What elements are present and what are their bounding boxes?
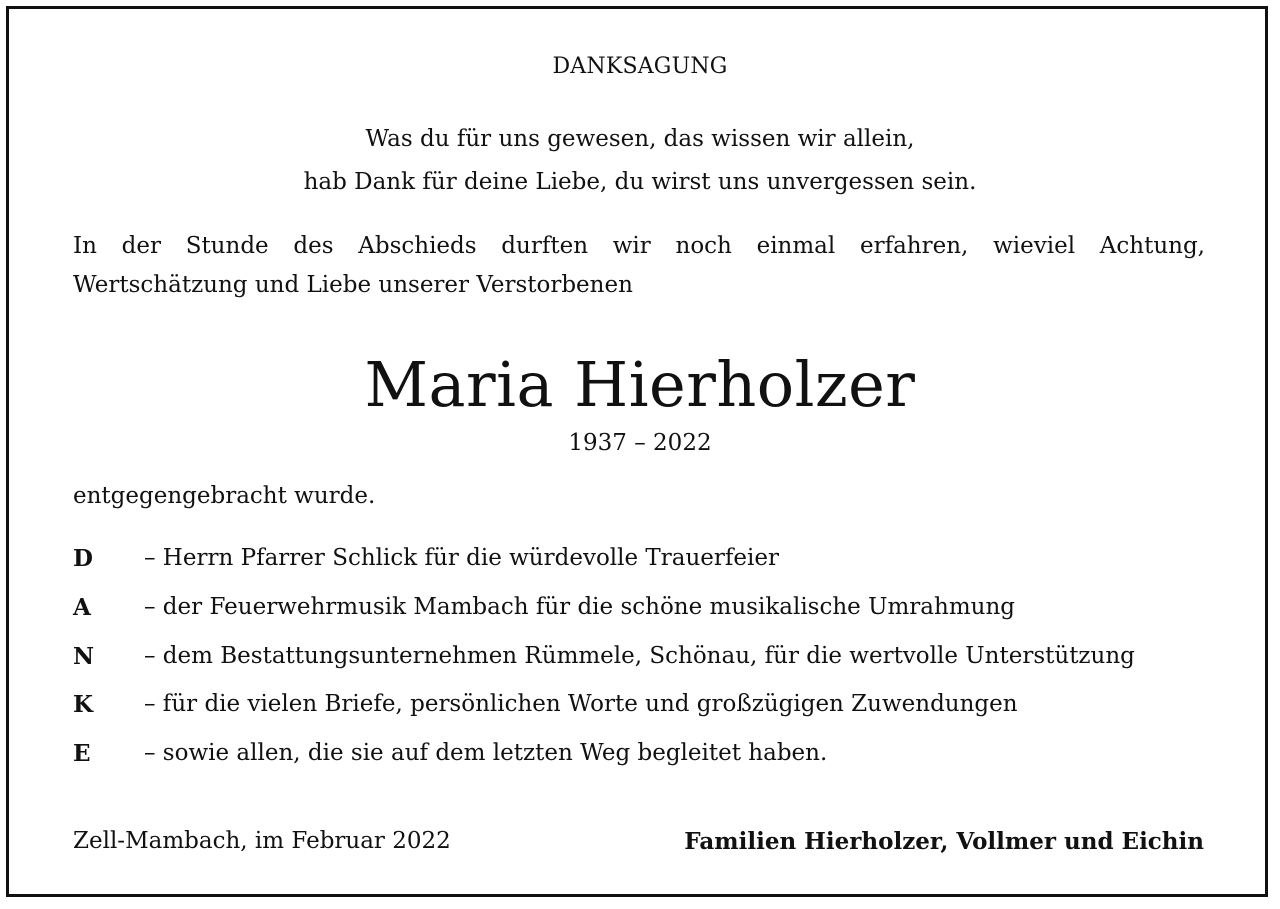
deceased-name: Maria Hierholzer [364,348,916,421]
acrostic-letter: A [73,594,91,621]
acrostic-letter: E [73,740,91,767]
thanks-text: – sowie allen, die sie auf dem letzten Weg begleitet haben. [144,740,828,766]
intro-closing: entgegengebracht wurde. [73,483,376,509]
thanks-text: – für die vielen Briefe, persönlichen Worte und großzügigen Zuwendungen [144,691,1018,717]
thanks-text: – der Feuerwehrmusik Mambach für die schöne musikalische Umrahmung [144,594,1015,620]
intro-line-2: Wertschätzung und Liebe unserer Verstorbenen [73,272,633,298]
intro-line-1: In der Stunde des Abschieds durften wir noch einmal erfahren, wieviel Achtung, [73,233,1205,259]
verse-line-2: hab Dank für deine Liebe, du wirst uns unvergessen sein. [303,169,977,195]
acrostic-letter: N [73,643,95,670]
life-years: 1937 – 2022 [568,430,712,456]
thanks-text: – dem Bestattungsunternehmen Rümmele, Schönau, für die wertvolle Unterstützung [144,643,1135,669]
verse-line-1: Was du für uns gewesen, das wissen wir allein, [365,126,915,152]
acrostic-letter: D [73,545,93,572]
notice-heading: DANKSAGUNG [552,54,728,79]
place-date: Zell-Mambach, im Februar 2022 [73,828,451,854]
family-signature: Familien Hierholzer, Vollmer und Eichin [684,828,1204,855]
acrostic-letter: K [73,691,93,718]
thanks-text: – Herrn Pfarrer Schlick für die würdevolle Trauerfeier [144,545,779,571]
